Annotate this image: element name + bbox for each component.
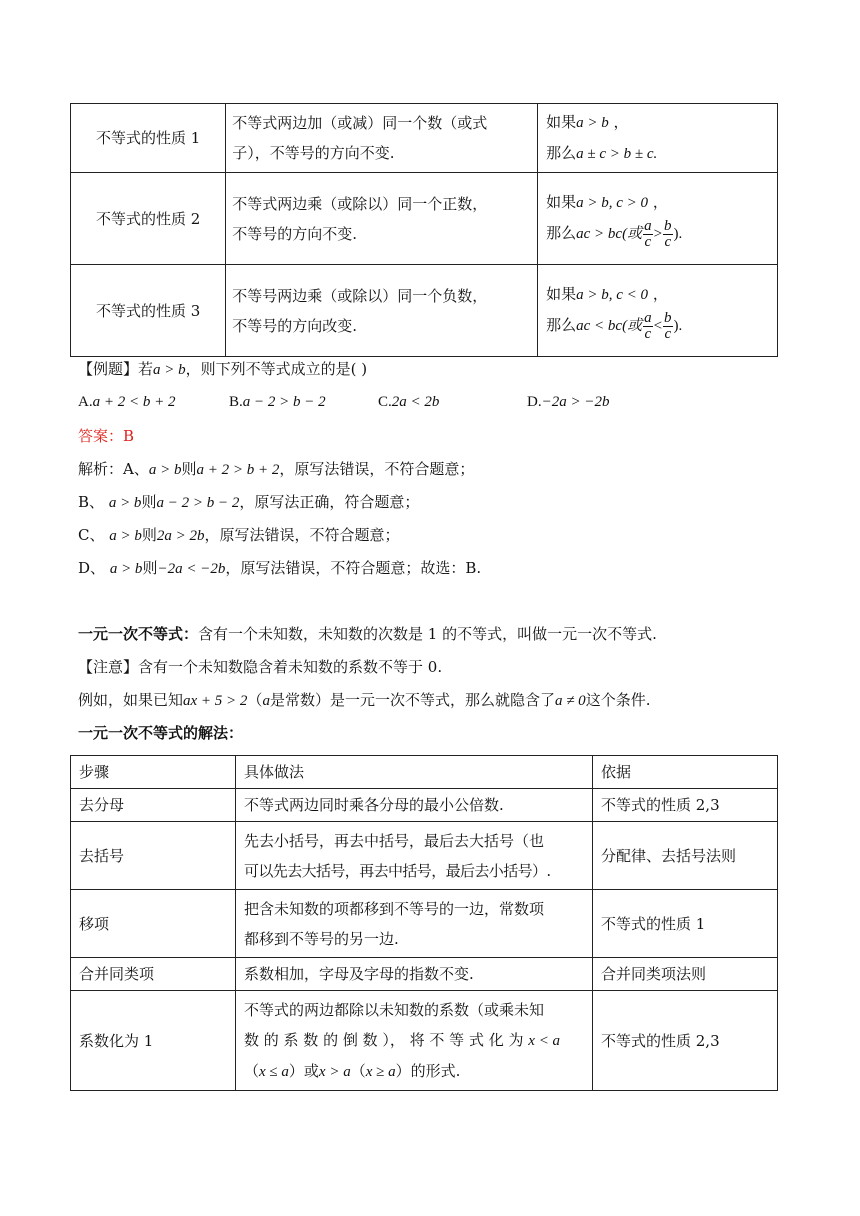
example-question: 【例题】若a > b，则下列不等式成立的是( ) [78, 360, 368, 378]
method-line: 先去小括号，再去中括号，最后去大括号（也 [244, 831, 545, 850]
analysis-line: D、 a > b则−2a < −2b，原写法错误，不符合题意；故选：B. [78, 559, 482, 577]
step-name: 系数化为 1 [71, 991, 236, 1091]
expression-then: 那么ac > bc(或 $\frac{a}{c}$ > $\frac{b}{c}$ ). [546, 217, 683, 250]
step-name: 移项 [71, 890, 236, 958]
method-line: 不等式的两边都除以未知数的系数（或乘未知 [244, 1000, 545, 1019]
property-expression [538, 265, 778, 357]
property-row [71, 104, 778, 173]
expression-then: 那么ac < bc(或 $\frac{a}{c}$ < $\frac{b}{c}$ ). [546, 309, 683, 342]
table-row [71, 958, 778, 991]
column-header: 依据 [593, 756, 778, 789]
table-row [71, 890, 778, 958]
step-method: 系数相加，字母及字母的指数不变. [236, 958, 593, 991]
step-basis: 分配律、去括号法则 [593, 822, 778, 890]
expression-if: 如果a > b ， [546, 113, 629, 131]
property-expression [538, 173, 778, 265]
section-title: 一元一次不等式的解法： [78, 724, 244, 742]
expression-if: 如果a > b, c > 0 ， [546, 193, 668, 212]
method-line: 都移到不等号的另一边. [244, 929, 399, 948]
table-row [71, 991, 778, 1091]
description-line: 不等号的方向不变. [232, 224, 358, 243]
note: 【注意】含有一个未知数隐含着未知数的系数不等于 0. [78, 658, 443, 676]
example-note: 例如，如果已知ax + 5 > 2（a是常数）是一元一次不等式，那么就隐含了a ≠ 0这个条件. [78, 691, 651, 709]
step-basis: 不等式的性质 2,3 [593, 789, 778, 822]
property-description [226, 173, 538, 265]
expression-if: 如果a > b, c < 0 ， [546, 285, 668, 304]
property-description [226, 104, 538, 173]
step-method [236, 991, 593, 1091]
description-line: 不等号两边乘（或除以）同一个负数， [232, 286, 488, 305]
step-basis: 不等式的性质 1 [593, 890, 778, 958]
description-line: 不等式两边加（或减）同一个数（或式 [232, 114, 488, 132]
description-line: 不等号的方向改变. [232, 316, 358, 335]
steps-table [70, 755, 778, 1091]
option-c: C.2a < 2b [378, 394, 440, 410]
step-method [236, 890, 593, 958]
property-expression [538, 104, 778, 173]
analysis-line: C、 a > b则2a > 2b，原写法错误，不符合题意； [78, 526, 400, 544]
step-method [236, 822, 593, 890]
properties-table [70, 103, 778, 357]
fraction: $\frac{a}{c}$ [644, 309, 652, 342]
column-header: 步骤 [71, 756, 236, 789]
property-name: 不等式的性质 3 [71, 265, 226, 357]
description-line: 子），不等号的方向不变. [232, 144, 395, 162]
option-b: B.a − 2 > b − 2 [229, 394, 326, 410]
method-line: 可以先去大括号，再去中括号，最后去小括号）. [244, 861, 551, 880]
step-basis: 合并同类项法则 [593, 958, 778, 991]
property-description [226, 265, 538, 357]
fraction: $\frac{b}{c}$ [664, 309, 672, 342]
step-name: 去分母 [71, 789, 236, 822]
column-header: 具体做法 [236, 756, 593, 789]
option-a: A.a + 2 < b + 2 [78, 394, 176, 410]
step-name: 去括号 [71, 822, 236, 890]
step-method: 不等式两边同时乘各分母的最小公倍数. [236, 789, 593, 822]
property-row [71, 173, 778, 265]
answer: 答案：B [78, 427, 135, 445]
description-line: 不等式两边乘（或除以）同一个正数， [232, 194, 488, 213]
analysis-line: B、 a > b则a − 2 > b − 2，原写法正确，符合题意； [78, 493, 420, 511]
property-name: 不等式的性质 1 [71, 104, 226, 173]
definition: 一元一次不等式：含有一个未知数，未知数的次数是 1 的不等式，叫做一元一次不等式. [78, 625, 657, 643]
method-line: 数 的 系 数 的 倒 数 ）， 将 不 等 式 化 为 x < a [244, 1030, 561, 1049]
fraction: $\frac{a}{c}$ [644, 217, 652, 250]
header-row [71, 756, 778, 789]
property-row [71, 265, 778, 357]
table-row [71, 822, 778, 890]
table-row [71, 789, 778, 822]
step-name: 合并同类项 [71, 958, 236, 991]
method-line: （x ≤ a）或x > a（x ≥ a）的形式. [244, 1061, 461, 1080]
property-name: 不等式的性质 2 [71, 173, 226, 265]
step-basis: 不等式的性质 2,3 [593, 991, 778, 1091]
option-d: D.−2a > −2b [527, 394, 610, 410]
analysis-line: 解析：A、a > b则a + 2 > b + 2，原写法错误，不符合题意； [78, 460, 475, 478]
fraction: $\frac{b}{c}$ [664, 217, 672, 250]
expression-then: 那么a ± c > b ± c. [546, 144, 658, 162]
method-line: 把含未知数的项都移到不等号的一边，常数项 [244, 899, 545, 918]
